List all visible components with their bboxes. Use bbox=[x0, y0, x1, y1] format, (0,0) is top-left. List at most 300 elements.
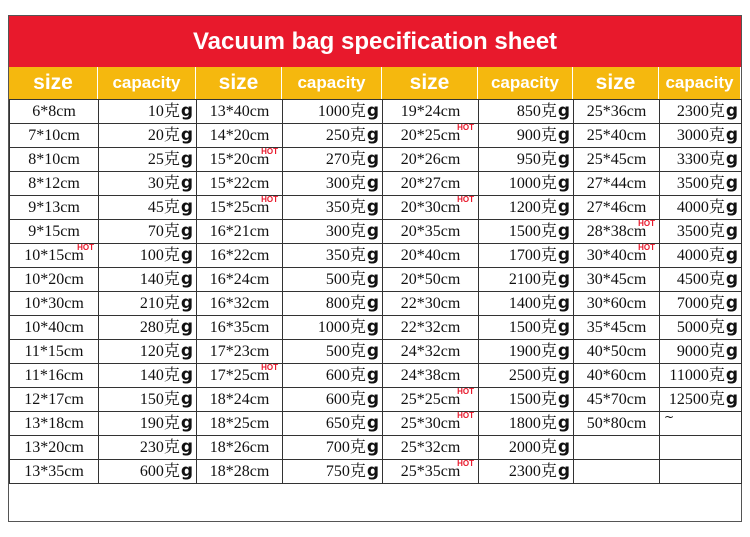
size-cell bbox=[383, 244, 479, 268]
unit-suffix: g bbox=[557, 101, 570, 121]
size-value: 35*45cm bbox=[586, 318, 647, 336]
size-value: 13*35cm bbox=[24, 462, 84, 480]
size-cell bbox=[574, 244, 660, 268]
hot-badge: HOT bbox=[261, 195, 278, 204]
size-value: 30*40cm bbox=[586, 246, 647, 264]
capacity-value: 1000克 bbox=[508, 175, 557, 192]
unit-suffix: g bbox=[180, 365, 193, 385]
size-value: 17*25cm bbox=[209, 366, 270, 384]
size-cell bbox=[197, 436, 283, 460]
unit-suffix: g bbox=[725, 245, 738, 265]
table-row bbox=[10, 148, 742, 172]
capacity-value: 600克 bbox=[139, 463, 180, 480]
unit-suffix: g bbox=[557, 173, 570, 193]
header-capacity: capacity bbox=[659, 67, 741, 99]
unit-suffix: g bbox=[725, 125, 738, 145]
unit-suffix: g bbox=[557, 293, 570, 313]
size-cell bbox=[574, 292, 660, 316]
size-value: 11*16cm bbox=[24, 366, 84, 384]
size-cell bbox=[383, 172, 479, 196]
size-cell bbox=[574, 196, 660, 220]
size-cell bbox=[10, 124, 99, 148]
size-cell bbox=[574, 364, 660, 388]
unit-suffix: g bbox=[180, 341, 193, 361]
capacity-cell bbox=[479, 172, 574, 196]
hot-badge: HOT bbox=[457, 411, 474, 420]
size-cell bbox=[10, 220, 99, 244]
size-cell bbox=[10, 388, 99, 412]
size-value: 24*32cm bbox=[400, 342, 461, 360]
size-cell bbox=[574, 268, 660, 292]
hot-badge: HOT bbox=[77, 243, 94, 252]
unit-suffix: g bbox=[557, 245, 570, 265]
size-cell bbox=[197, 196, 283, 220]
size-cell bbox=[10, 100, 99, 124]
header-row bbox=[9, 67, 741, 99]
size-cell bbox=[10, 316, 99, 340]
capacity-cell bbox=[660, 412, 742, 436]
size-cell bbox=[574, 412, 660, 436]
unit-suffix: g bbox=[180, 197, 193, 217]
capacity-cell bbox=[479, 244, 574, 268]
capacity-cell bbox=[660, 244, 742, 268]
size-value: 45*70cm bbox=[586, 390, 647, 408]
size-value: 15*22cm bbox=[209, 174, 270, 192]
unit-suffix: g bbox=[366, 269, 379, 289]
hot-badge: HOT bbox=[457, 459, 474, 468]
capacity-value: 300克 bbox=[325, 175, 366, 192]
size-cell bbox=[197, 316, 283, 340]
size-value: 25*36cm bbox=[586, 102, 647, 120]
capacity-value: 750克 bbox=[325, 463, 366, 480]
unit-suffix: g bbox=[180, 269, 193, 289]
unit-suffix: g bbox=[557, 341, 570, 361]
capacity-cell bbox=[283, 316, 383, 340]
capacity-value: 20克 bbox=[147, 127, 180, 144]
size-value: 18*24cm bbox=[209, 390, 270, 408]
unit-suffix: g bbox=[725, 101, 738, 121]
capacity-value: 650克 bbox=[325, 415, 366, 432]
size-cell bbox=[383, 388, 479, 412]
size-value: 13*20cm bbox=[24, 438, 84, 456]
unit-suffix: g bbox=[557, 461, 570, 481]
capacity-cell bbox=[660, 340, 742, 364]
capacity-cell bbox=[479, 460, 574, 484]
size-value: 18*25cm bbox=[209, 414, 270, 432]
capacity-cell bbox=[479, 412, 574, 436]
unit-suffix: g bbox=[557, 197, 570, 217]
size-value: 30*60cm bbox=[586, 294, 647, 312]
size-value: 10*30cm bbox=[24, 294, 84, 312]
unit-suffix: g bbox=[180, 293, 193, 313]
size-cell bbox=[197, 340, 283, 364]
size-value: 14*20cm bbox=[209, 126, 270, 144]
size-cell bbox=[574, 388, 660, 412]
capacity-cell bbox=[99, 412, 197, 436]
capacity-cell bbox=[99, 388, 197, 412]
unit-suffix: g bbox=[180, 245, 193, 265]
capacity-cell bbox=[660, 316, 742, 340]
size-cell bbox=[10, 244, 99, 268]
table-row bbox=[10, 172, 742, 196]
capacity-value: 1000克 bbox=[317, 319, 366, 336]
unit-suffix: g bbox=[180, 149, 193, 169]
capacity-cell bbox=[99, 100, 197, 124]
hot-badge: HOT bbox=[261, 147, 278, 156]
unit-suffix: g bbox=[725, 389, 738, 409]
capacity-cell bbox=[479, 124, 574, 148]
unit-suffix: g bbox=[557, 125, 570, 145]
unit-suffix: g bbox=[557, 437, 570, 457]
capacity-value: 350克 bbox=[325, 199, 366, 216]
size-cell bbox=[574, 460, 660, 484]
unit-suffix: g bbox=[557, 221, 570, 241]
size-cell bbox=[197, 244, 283, 268]
capacity-cell bbox=[660, 268, 742, 292]
size-value: 19*24cm bbox=[400, 102, 461, 120]
size-value: 22*30cm bbox=[400, 294, 461, 312]
size-value: 25*35cm bbox=[400, 462, 461, 480]
capacity-value: 1500克 bbox=[508, 319, 557, 336]
size-value: 8*12cm bbox=[28, 174, 80, 192]
capacity-value: 3500克 bbox=[676, 175, 725, 192]
unit-suffix: g bbox=[180, 101, 193, 121]
size-cell bbox=[10, 268, 99, 292]
capacity-value: 5000克 bbox=[676, 319, 725, 336]
capacity-cell bbox=[479, 148, 574, 172]
size-value: 11*15cm bbox=[24, 342, 84, 360]
header-size: size bbox=[196, 67, 282, 99]
size-cell bbox=[197, 460, 283, 484]
capacity-cell bbox=[479, 220, 574, 244]
size-cell bbox=[10, 340, 99, 364]
header-capacity: capacity bbox=[98, 67, 196, 99]
table-row bbox=[10, 340, 742, 364]
capacity-cell bbox=[99, 124, 197, 148]
capacity-cell bbox=[660, 220, 742, 244]
size-value: 50*80cm bbox=[586, 414, 647, 432]
capacity-value: 4000克 bbox=[676, 199, 725, 216]
size-value: 20*26cm bbox=[400, 150, 461, 168]
capacity-cell bbox=[479, 268, 574, 292]
hot-badge: HOT bbox=[457, 387, 474, 396]
capacity-value: 10克 bbox=[147, 103, 180, 120]
capacity-value: 9000克 bbox=[676, 343, 725, 360]
capacity-cell bbox=[660, 364, 742, 388]
capacity-value: 30克 bbox=[147, 175, 180, 192]
capacity-value: 1000克 bbox=[317, 103, 366, 120]
capacity-value: 2300克 bbox=[676, 103, 725, 120]
size-value: 27*46cm bbox=[586, 198, 647, 216]
capacity-value: 210克 bbox=[139, 295, 180, 312]
capacity-value: 1900克 bbox=[508, 343, 557, 360]
capacity-cell bbox=[479, 364, 574, 388]
capacity-cell bbox=[479, 100, 574, 124]
capacity-cell bbox=[283, 268, 383, 292]
capacity-cell bbox=[283, 100, 383, 124]
header-size: size bbox=[573, 67, 659, 99]
size-cell bbox=[197, 100, 283, 124]
hot-badge: HOT bbox=[638, 219, 655, 228]
unit-suffix: g bbox=[557, 365, 570, 385]
capacity-value: 150克 bbox=[139, 391, 180, 408]
unit-suffix: g bbox=[725, 197, 738, 217]
capacity-cell bbox=[99, 244, 197, 268]
unit-suffix: g bbox=[725, 173, 738, 193]
capacity-value: 1800克 bbox=[508, 415, 557, 432]
size-cell bbox=[383, 268, 479, 292]
capacity-value: 3300克 bbox=[676, 151, 725, 168]
capacity-value: 600克 bbox=[325, 391, 366, 408]
size-cell bbox=[383, 316, 479, 340]
capacity-value: 140克 bbox=[139, 367, 180, 384]
table-row bbox=[10, 436, 742, 460]
size-cell bbox=[574, 436, 660, 460]
capacity-cell bbox=[99, 196, 197, 220]
capacity-cell bbox=[660, 388, 742, 412]
size-value: 30*45cm bbox=[586, 270, 647, 288]
size-cell bbox=[197, 292, 283, 316]
spec-table bbox=[9, 99, 742, 484]
unit-suffix: g bbox=[366, 365, 379, 385]
unit-suffix: g bbox=[366, 317, 379, 337]
size-value: 10*40cm bbox=[24, 318, 84, 336]
unit-suffix: g bbox=[725, 149, 738, 169]
unit-suffix: g bbox=[366, 197, 379, 217]
size-value: 9*13cm bbox=[28, 198, 80, 216]
capacity-value: 100克 bbox=[139, 247, 180, 264]
size-value: 16*35cm bbox=[209, 318, 270, 336]
table-row bbox=[10, 196, 742, 220]
unit-suffix: g bbox=[557, 413, 570, 433]
table-row bbox=[10, 364, 742, 388]
capacity-value: 800克 bbox=[325, 295, 366, 312]
capacity-cell bbox=[99, 316, 197, 340]
capacity-cell bbox=[283, 388, 383, 412]
size-value: 6*8cm bbox=[32, 102, 76, 120]
capacity-cell bbox=[479, 436, 574, 460]
capacity-cell bbox=[99, 268, 197, 292]
capacity-value: 1200克 bbox=[508, 199, 557, 216]
unit-suffix: g bbox=[366, 389, 379, 409]
capacity-cell bbox=[283, 196, 383, 220]
table-row bbox=[10, 412, 742, 436]
capacity-value: 250克 bbox=[325, 127, 366, 144]
unit-suffix: g bbox=[366, 173, 379, 193]
unit-suffix: g bbox=[725, 269, 738, 289]
capacity-cell bbox=[283, 436, 383, 460]
size-cell bbox=[10, 292, 99, 316]
size-cell bbox=[197, 268, 283, 292]
table-row bbox=[10, 268, 742, 292]
size-value: 28*38cm bbox=[586, 222, 647, 240]
capacity-value: 950克 bbox=[516, 151, 557, 168]
size-value: 9*15cm bbox=[28, 222, 80, 240]
unit-suffix: g bbox=[366, 461, 379, 481]
capacity-cell bbox=[283, 124, 383, 148]
capacity-cell bbox=[479, 316, 574, 340]
size-cell bbox=[574, 340, 660, 364]
size-cell bbox=[383, 340, 479, 364]
capacity-value: 900克 bbox=[516, 127, 557, 144]
unit-suffix: g bbox=[366, 101, 379, 121]
capacity-cell bbox=[660, 196, 742, 220]
size-cell bbox=[383, 220, 479, 244]
capacity-cell bbox=[99, 148, 197, 172]
table-row bbox=[10, 220, 742, 244]
unit-suffix: g bbox=[557, 317, 570, 337]
capacity-cell bbox=[283, 364, 383, 388]
size-value: 25*25cm bbox=[400, 390, 461, 408]
capacity-value: 3500克 bbox=[676, 223, 725, 240]
size-cell bbox=[383, 196, 479, 220]
table-row bbox=[10, 460, 742, 484]
capacity-value: 350克 bbox=[325, 247, 366, 264]
capacity-value: 700克 bbox=[325, 439, 366, 456]
unit-suffix: g bbox=[366, 341, 379, 361]
capacity-cell bbox=[660, 100, 742, 124]
size-cell bbox=[383, 364, 479, 388]
spec-sheet bbox=[8, 15, 742, 522]
capacity-value: 120克 bbox=[139, 343, 180, 360]
capacity-value: 3000克 bbox=[676, 127, 725, 144]
capacity-value: 45克 bbox=[147, 199, 180, 216]
size-cell bbox=[383, 292, 479, 316]
size-value: 16*24cm bbox=[209, 270, 270, 288]
size-cell bbox=[383, 436, 479, 460]
table-row bbox=[10, 292, 742, 316]
unit-suffix: g bbox=[366, 293, 379, 313]
unit-suffix: g bbox=[366, 221, 379, 241]
capacity-cell bbox=[479, 388, 574, 412]
size-cell bbox=[10, 412, 99, 436]
capacity-value: 230克 bbox=[139, 439, 180, 456]
capacity-value: 1700克 bbox=[508, 247, 557, 264]
sheet-title: Vacuum bag specification sheet bbox=[9, 16, 741, 67]
capacity-value: 2100克 bbox=[508, 271, 557, 288]
header-size: size bbox=[9, 67, 98, 99]
hot-badge: HOT bbox=[457, 123, 474, 132]
size-cell bbox=[383, 412, 479, 436]
capacity-value: 25克 bbox=[147, 151, 180, 168]
capacity-value: 500克 bbox=[325, 271, 366, 288]
size-cell bbox=[383, 100, 479, 124]
size-cell bbox=[197, 388, 283, 412]
unit-suffix: g bbox=[725, 341, 738, 361]
size-value: 40*50cm bbox=[586, 342, 647, 360]
table-row bbox=[10, 124, 742, 148]
header-capacity: capacity bbox=[282, 67, 382, 99]
capacity-value: 12500克 bbox=[668, 391, 725, 408]
capacity-cell bbox=[99, 340, 197, 364]
capacity-value: 270克 bbox=[325, 151, 366, 168]
capacity-cell bbox=[99, 220, 197, 244]
header-size: size bbox=[382, 67, 478, 99]
capacity-cell bbox=[283, 412, 383, 436]
capacity-cell bbox=[283, 292, 383, 316]
capacity-cell bbox=[99, 364, 197, 388]
unit-suffix: g bbox=[180, 389, 193, 409]
size-value: 10*20cm bbox=[24, 270, 84, 288]
size-cell bbox=[383, 148, 479, 172]
capacity-cell bbox=[479, 196, 574, 220]
unit-suffix: g bbox=[180, 317, 193, 337]
size-value: 20*50cm bbox=[400, 270, 461, 288]
size-cell bbox=[197, 172, 283, 196]
capacity-cell bbox=[660, 148, 742, 172]
capacity-cell bbox=[283, 244, 383, 268]
size-cell bbox=[10, 196, 99, 220]
table-row bbox=[10, 316, 742, 340]
size-value: 22*32cm bbox=[400, 318, 461, 336]
capacity-cell bbox=[283, 148, 383, 172]
capacity-value: 11000克 bbox=[669, 367, 725, 384]
unit-suffix: g bbox=[366, 149, 379, 169]
hot-badge: HOT bbox=[638, 243, 655, 252]
size-value: 16*32cm bbox=[209, 294, 270, 312]
hot-badge: HOT bbox=[261, 363, 278, 372]
unit-suffix: g bbox=[366, 125, 379, 145]
capacity-value: 2300克 bbox=[508, 463, 557, 480]
capacity-value: 300克 bbox=[325, 223, 366, 240]
size-cell bbox=[10, 364, 99, 388]
tilde-mark: ~ bbox=[664, 411, 675, 424]
unit-suffix: g bbox=[725, 221, 738, 241]
unit-suffix: g bbox=[725, 365, 738, 385]
capacity-value: 1500克 bbox=[508, 391, 557, 408]
capacity-cell bbox=[660, 292, 742, 316]
capacity-value: 600克 bbox=[325, 367, 366, 384]
capacity-cell bbox=[660, 124, 742, 148]
size-cell bbox=[574, 100, 660, 124]
size-value: 18*28cm bbox=[209, 462, 270, 480]
size-value: 40*60cm bbox=[586, 366, 647, 384]
header-capacity: capacity bbox=[478, 67, 573, 99]
capacity-value: 280克 bbox=[139, 319, 180, 336]
unit-suffix: g bbox=[180, 221, 193, 241]
unit-suffix: g bbox=[180, 125, 193, 145]
capacity-cell bbox=[283, 220, 383, 244]
size-value: 25*40cm bbox=[586, 126, 647, 144]
size-value: 20*40cm bbox=[400, 246, 461, 264]
size-value: 12*17cm bbox=[24, 390, 84, 408]
size-cell bbox=[574, 316, 660, 340]
capacity-value: 70克 bbox=[147, 223, 180, 240]
size-value: 8*10cm bbox=[28, 150, 80, 168]
size-cell bbox=[574, 172, 660, 196]
capacity-value: 2000克 bbox=[508, 439, 557, 456]
capacity-value: 4000克 bbox=[676, 247, 725, 264]
unit-suffix: g bbox=[366, 245, 379, 265]
unit-suffix: g bbox=[366, 413, 379, 433]
capacity-cell bbox=[99, 292, 197, 316]
size-cell bbox=[574, 124, 660, 148]
hot-badge: HOT bbox=[457, 195, 474, 204]
capacity-cell bbox=[479, 340, 574, 364]
size-value: 13*40cm bbox=[209, 102, 270, 120]
size-value: 20*25cm bbox=[400, 126, 461, 144]
capacity-cell bbox=[283, 172, 383, 196]
size-cell bbox=[383, 124, 479, 148]
size-value: 20*27cm bbox=[400, 174, 461, 192]
size-cell bbox=[197, 124, 283, 148]
capacity-value: 500克 bbox=[325, 343, 366, 360]
size-cell bbox=[197, 220, 283, 244]
unit-suffix: g bbox=[180, 437, 193, 457]
capacity-cell bbox=[99, 460, 197, 484]
size-cell bbox=[197, 364, 283, 388]
size-value: 20*35cm bbox=[400, 222, 461, 240]
